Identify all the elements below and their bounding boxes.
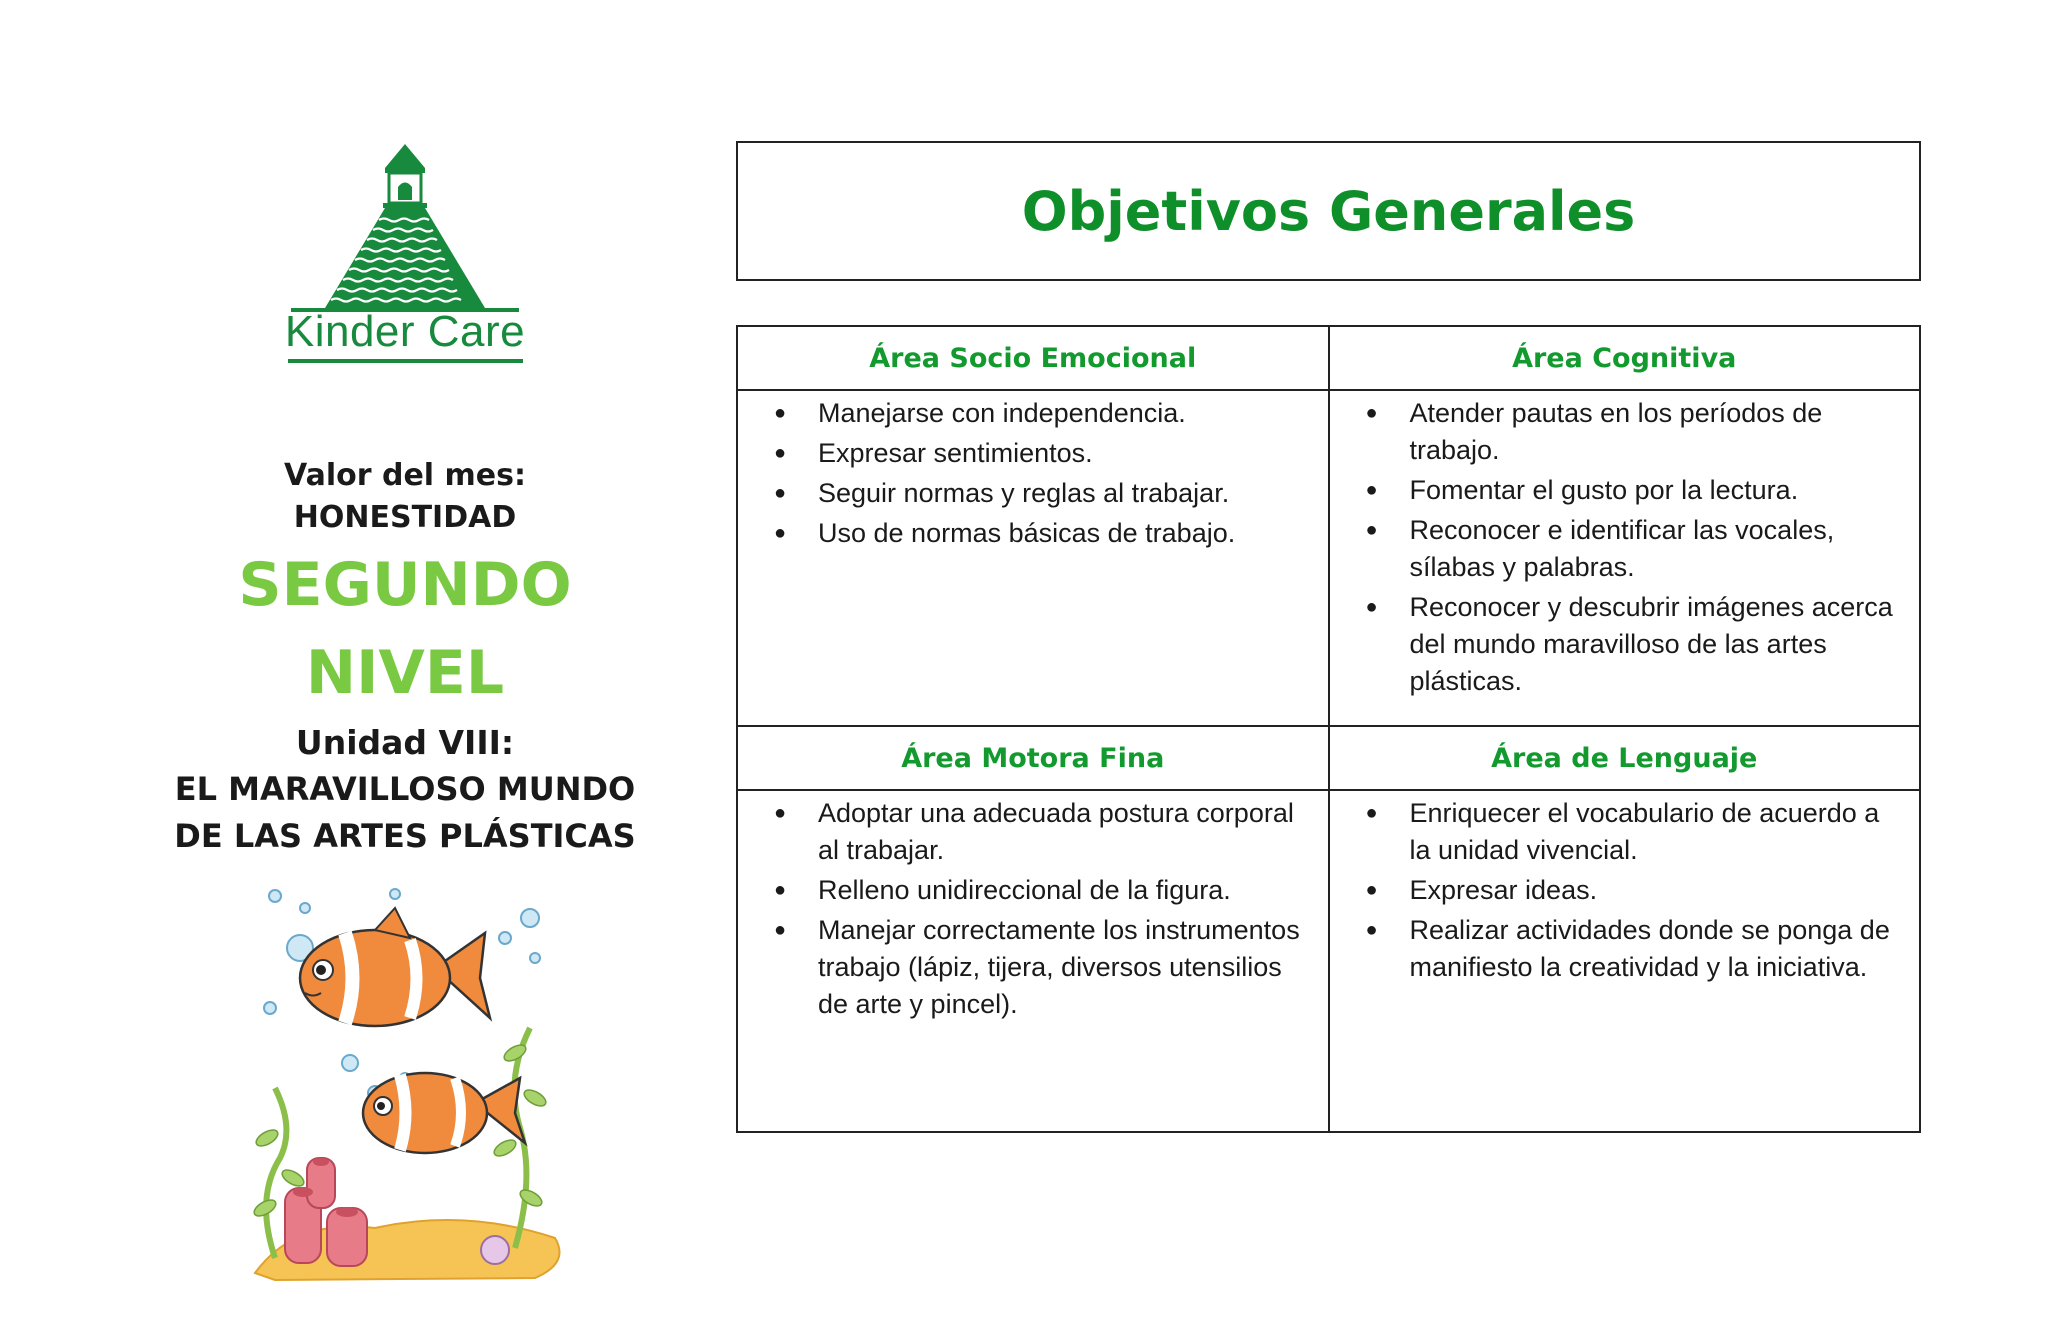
objective-item: ● Uso de normas básicas de trabajo.: [764, 515, 1314, 552]
objective-item: ● Reconocer y descubrir imágenes acerca del mundo maravilloso de las artes plásticas.: [1356, 589, 1906, 700]
objective-list: [764, 395, 1314, 552]
objective-item: ● Relleno unidireccional de la figura.: [764, 872, 1314, 909]
unit-title-line-1: EL MARAVILLOSO MUNDO: [174, 770, 636, 808]
objective-list: [1356, 395, 1906, 700]
left-panel: [150, 140, 660, 1283]
objective-item: ● Manejarse con independencia.: [764, 395, 1314, 432]
unit-title-line-2: DE LAS ARTES PLÁSTICAS: [174, 817, 636, 855]
level-line-2: NIVEL: [305, 638, 505, 708]
kinder-care-logo-icon: [285, 140, 525, 315]
objective-list: [764, 795, 1314, 1023]
objective-item: ● Atender pautas en los períodos de trabajo.: [1356, 395, 1906, 469]
area-cell-socio-emocional: [737, 390, 1329, 726]
objective-item: ● Enriquecer el vocabulario de acuerdo a la unidad vivencial.: [1356, 795, 1906, 869]
area-cell-lenguaje: [1329, 790, 1921, 1132]
objective-item: ● Expresar ideas.: [1356, 872, 1906, 909]
area-header-socio-emocional: Área Socio Emocional: [737, 326, 1329, 390]
title-box: [736, 141, 1921, 281]
value-of-month-value: HONESTIDAD: [293, 500, 517, 535]
area-header-lenguaje: Área de Lenguaje: [1329, 726, 1921, 790]
value-of-month-label: Valor del mes:: [284, 458, 526, 493]
objective-item: ● Seguir normas y reglas al trabajar.: [764, 475, 1314, 512]
objectives-table: [736, 325, 1921, 1133]
area-header-motora-fina: Área Motora Fina: [737, 726, 1329, 790]
objective-item: ● Reconocer e identificar las vocales, sílabas y palabras.: [1356, 512, 1906, 586]
objective-item: ● Realizar actividades donde se ponga de manifiesto la creatividad y la iniciativa.: [1356, 912, 1906, 986]
objective-item: ● Fomentar el gusto por la lectura.: [1356, 472, 1906, 509]
level-line-1: SEGUNDO: [238, 550, 572, 620]
logo-underline: [288, 359, 523, 363]
objective-list: [1356, 795, 1906, 986]
clownfish-illustration-icon: [235, 878, 575, 1283]
area-header-cognitiva: Área Cognitiva: [1329, 326, 1921, 390]
objective-item: ● Expresar sentimientos.: [764, 435, 1314, 472]
objective-item: ● Adoptar una adecuada postura corporal al trabajar.: [764, 795, 1314, 869]
page-title: Objetivos Generales: [1021, 179, 1636, 243]
unit-label: Unidad VIII:: [295, 723, 515, 762]
logo-text: Kinder Care: [284, 307, 526, 356]
objective-item: ● Manejar correctamente los instrumentos trabajo (lápiz, tijera, diversos utensilios de arte y pincel).: [764, 912, 1314, 1023]
area-cell-cognitiva: [1329, 390, 1921, 726]
area-cell-motora-fina: [737, 790, 1329, 1132]
